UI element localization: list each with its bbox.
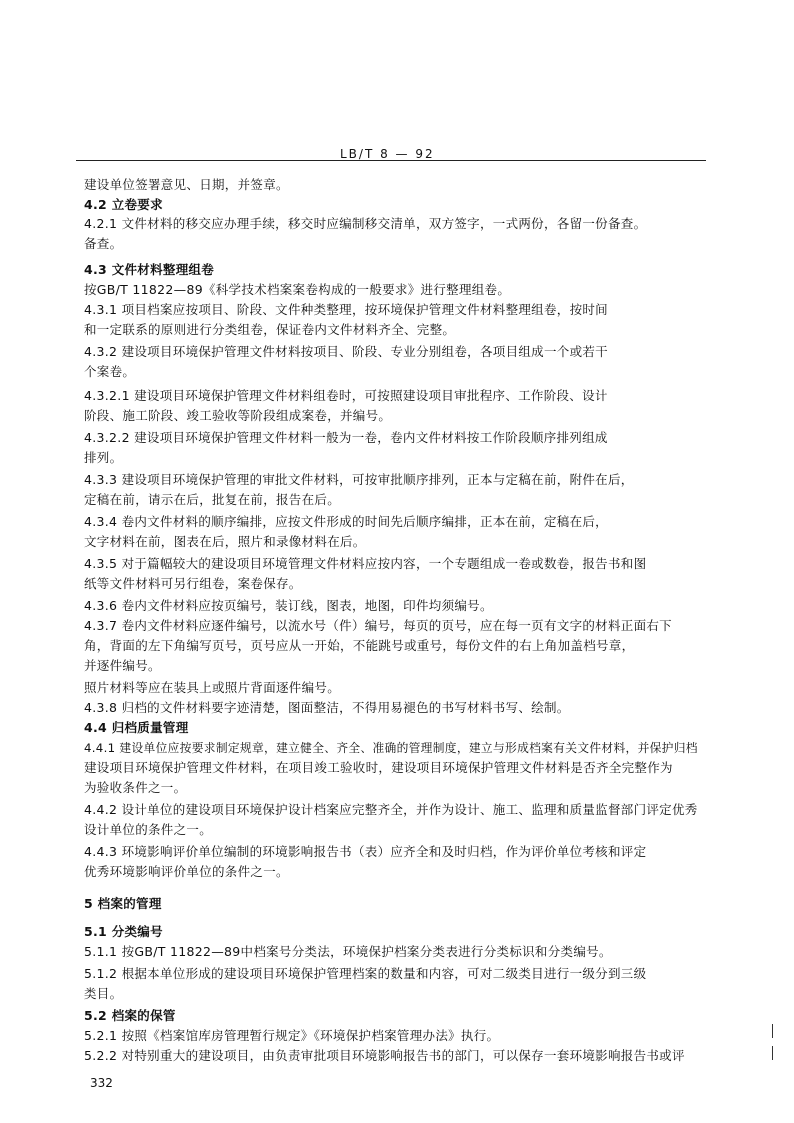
text-line: 备查。 <box>84 236 123 251</box>
text-line: 5.2.2 对特别重大的建设项目，由负责审批项目环境影响报告书的部门，可以保存一套环境影响报告书或评 <box>84 1048 685 1063</box>
text-line: 4.3.2.1 建设项目环境保护管理文件材料组卷时，可按照建设项目审批程序、工作阶段、设计 <box>84 388 608 403</box>
text-line: 4.3.3 建设项目环境保护管理的审批文件材料，可按审批顺序排列，正本与定稿在前，附件在后， <box>84 472 634 487</box>
text-line: 角，背面的左下角编写页号，页号应从一开始，不能跳号或重号，每份文件的右上角加盖档号章， <box>84 638 635 653</box>
text-line: 4.3.4 卷内文件材料的顺序编排，应按文件形成的时间先后顺序编排，正本在前，定稿在后， <box>84 514 608 529</box>
text-line: 定稿在前，请示在后，批复在前，报告在后。 <box>84 492 341 507</box>
text-line: 4.2.1 文件材料的移交应办理手续，移交时应编制移交清单，双方签字，一式两份，各留一份备查。 <box>84 216 647 231</box>
text-line: 4.3.6 卷内文件材料应按页编号，装订线，图表，地图，印件均须编号。 <box>84 598 493 613</box>
text-line: 5.2.1 按照《档案馆库房管理暂行规定》《环境保护档案管理办法》执行。 <box>84 1028 500 1043</box>
text-line: 按GB/T 11822—89《科学技术档案案卷构成的一般要求》进行整理组卷。 <box>84 282 511 297</box>
section-heading: 5.1 分类编号 <box>84 924 163 939</box>
text-line: 4.4.2 设计单位的建设项目环境保护设计档案应完整齐全，并作为设计、施工、监理和质量监督部门评定优秀 <box>84 802 698 817</box>
text-line: 类目。 <box>84 986 123 1001</box>
margin-mark <box>772 1024 773 1038</box>
text-line: 4.3.8 归档的文件材料要字迹清楚，图面整洁，不得用易褪色的书写材料书写、绘制。 <box>84 700 570 715</box>
text-line: 4.3.1 项目档案应按项目、阶段、文件种类整理，按环境保护管理文件材料整理组卷，按时间 <box>84 302 608 317</box>
text-line: 阶段、施工阶段、竣工验收等阶段组成案卷，并编号。 <box>84 408 392 423</box>
text-line: 建设项目环境保护管理文件材料，在项目竣工验收时，建设项目环境保护管理文件材料是否齐全完整作为 <box>84 760 673 775</box>
text-line: 照片材料等应在装具上或照片背面逐件编号。 <box>84 680 341 695</box>
text-line: 5.1.1 按GB/T 11822—89中档案号分类法，环境保护档案分类表进行分类标识和分类编号。 <box>84 944 612 959</box>
text-line: 并逐件编号。 <box>84 658 161 673</box>
text-line: 设计单位的条件之一。 <box>84 822 213 837</box>
text-line: 建设单位签署意见、日期，并签章。 <box>84 177 289 192</box>
text-line: 4.4.1 建设单位应按要求制定规章，建立健全、齐全、准确的管理制度，建立与形成档案有关文件材料，并保护归档 <box>84 741 698 755</box>
text-line: 4.3.7 卷内文件材料应逐件编号，以流水号（件）编号，每页的页号，应在每一页有文字的材料正面右下 <box>84 618 672 633</box>
section-heading: 4.2 立卷要求 <box>84 197 163 212</box>
text-line: 4.3.2 建设项目环境保护管理文件材料按项目、阶段、专业分别组卷，各项目组成一个或若干 <box>84 344 608 359</box>
page-number: 332 <box>90 1076 113 1090</box>
text-line: 纸等文件材料可另行组卷，案卷保存。 <box>84 576 302 591</box>
text-line: 4.3.2.2 建设项目环境保护管理文件材料一般为一卷，卷内文件材料按工作阶段顺序排列组成 <box>84 430 608 445</box>
section-heading: 5 档案的管理 <box>84 896 162 911</box>
text-line: 优秀环境影响评价单位的条件之一。 <box>84 864 289 879</box>
text-line: 4.3.5 对于篇幅较大的建设项目环境管理文件材料应按内容，一个专题组成一卷或数卷，报告书和图 <box>84 556 647 571</box>
text-line: 5.1.2 根据本单位形成的建设项目环境保护管理档案的数量和内容，可对二级类目进行一级分到三级 <box>84 966 647 981</box>
margin-mark <box>772 1046 773 1060</box>
text-line: 为验收条件之一。 <box>84 780 187 795</box>
text-line: 文字材料在前，图表在后，照片和录像材料在后。 <box>84 534 366 549</box>
text-line: 个案卷。 <box>84 364 136 379</box>
section-heading: 5.2 档案的保管 <box>84 1008 176 1023</box>
header-rule <box>76 160 706 161</box>
running-header: LB/T 8 — 92 <box>340 147 435 161</box>
text-line: 4.4.3 环境影响评价单位编制的环境影响报告书（表）应齐全和及时归档，作为评价单位考核和评定 <box>84 844 647 859</box>
text-line: 和一定联系的原则进行分类组卷，保证卷内文件材料齐全、完整。 <box>84 322 456 337</box>
section-heading: 4.3 文件材料整理组卷 <box>84 262 215 277</box>
section-heading: 4.4 归档质量管理 <box>84 720 189 735</box>
text-line: 排列。 <box>84 450 123 465</box>
